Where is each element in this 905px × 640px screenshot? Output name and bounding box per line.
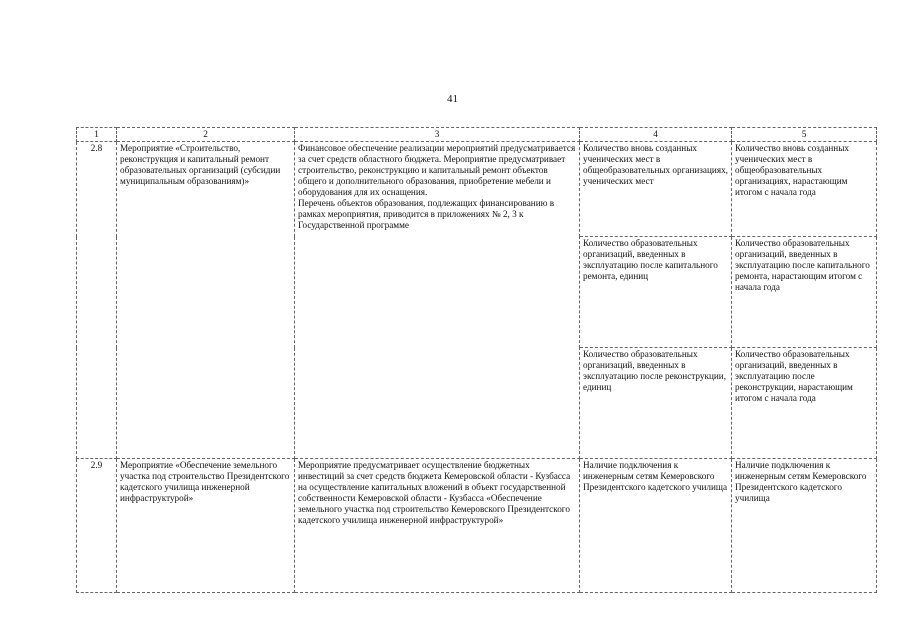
measure-description <box>295 142 580 459</box>
row-number: 2.9 <box>77 459 117 593</box>
column-header-3: 3 <box>295 128 580 142</box>
page-number: 41 <box>447 93 458 105</box>
indicator-calculation: Количество образовательных организаций, введенных в эксплуатацию после реконструкции, нарастающим итогом с начала года <box>732 348 877 459</box>
table-row <box>77 142 877 237</box>
row-number: 2.8 <box>77 142 117 459</box>
description-paragraph: Мероприятие предусматривает осуществление бюджетных инвестиций за счет средств бюджета Кемеровской области - Кузбасса на осуществление капитальных вложений в объект государственной собственности Кемеровской области - Кузбасса «Обеспечение земельного участка под строительство Кемеровского Президентского кадетского училища инженерной инфраструктурой» <box>298 460 571 526</box>
description-paragraph: Перечень объектов образования, подлежащих финансированию в рамках мероприятия, приводится в приложениях № 2, 3 к Государственной программе <box>298 198 555 231</box>
header-row <box>77 128 877 142</box>
column-header-5: 5 <box>732 128 877 142</box>
indicator-name: Количество вновь созданных ученических мест в общеобразовательных организациях, ученических мест <box>580 142 732 237</box>
indicator-calculation: Количество образовательных организаций, введенных в эксплуатацию после капитального ремонта, нарастающим итогом с начала года <box>732 237 877 348</box>
column-header-4: 4 <box>580 128 732 142</box>
indicator-name: Наличие подключения к инженерным сетям Кемеровского Президентского кадетского училища <box>580 459 732 593</box>
measure-name: Мероприятие «Обеспечение земельного участка под строительство Президентского кадетского училища инженерной инфраструктурой» <box>117 459 295 593</box>
measure-description <box>295 459 580 593</box>
indicator-name: Количество образовательных организаций, введенных в эксплуатацию после реконструкции, единиц <box>580 348 732 459</box>
measure-name: Мероприятие «Строительство, реконструкция и капитальный ремонт образовательных организаций (субсидии муниципальным образованиям)» <box>117 142 295 459</box>
description-paragraph: Финансовое обеспечение реализации мероприятий предусматривается за счет средств областного бюджета. Мероприятие предусматривает строительство, реконструкцию и капитальный ремонт объектов общего и дополнительного образования, приобретение мебели и оборудования для их оснащения. <box>298 143 576 198</box>
table-row <box>77 459 877 593</box>
indicator-calculation: Количество вновь созданных ученических мест в общеобразовательных организациях, нарастающим итогом с начала года <box>732 142 877 237</box>
measures-table <box>76 127 877 593</box>
indicator-calculation: Наличие подключения к инженерным сетям Кемеровского Президентского кадетского училища <box>732 459 877 593</box>
column-header-1: 1 <box>77 128 117 142</box>
indicator-name: Количество образовательных организаций, введенных в эксплуатацию после капитального ремонта, единиц <box>580 237 732 348</box>
column-header-2: 2 <box>117 128 295 142</box>
